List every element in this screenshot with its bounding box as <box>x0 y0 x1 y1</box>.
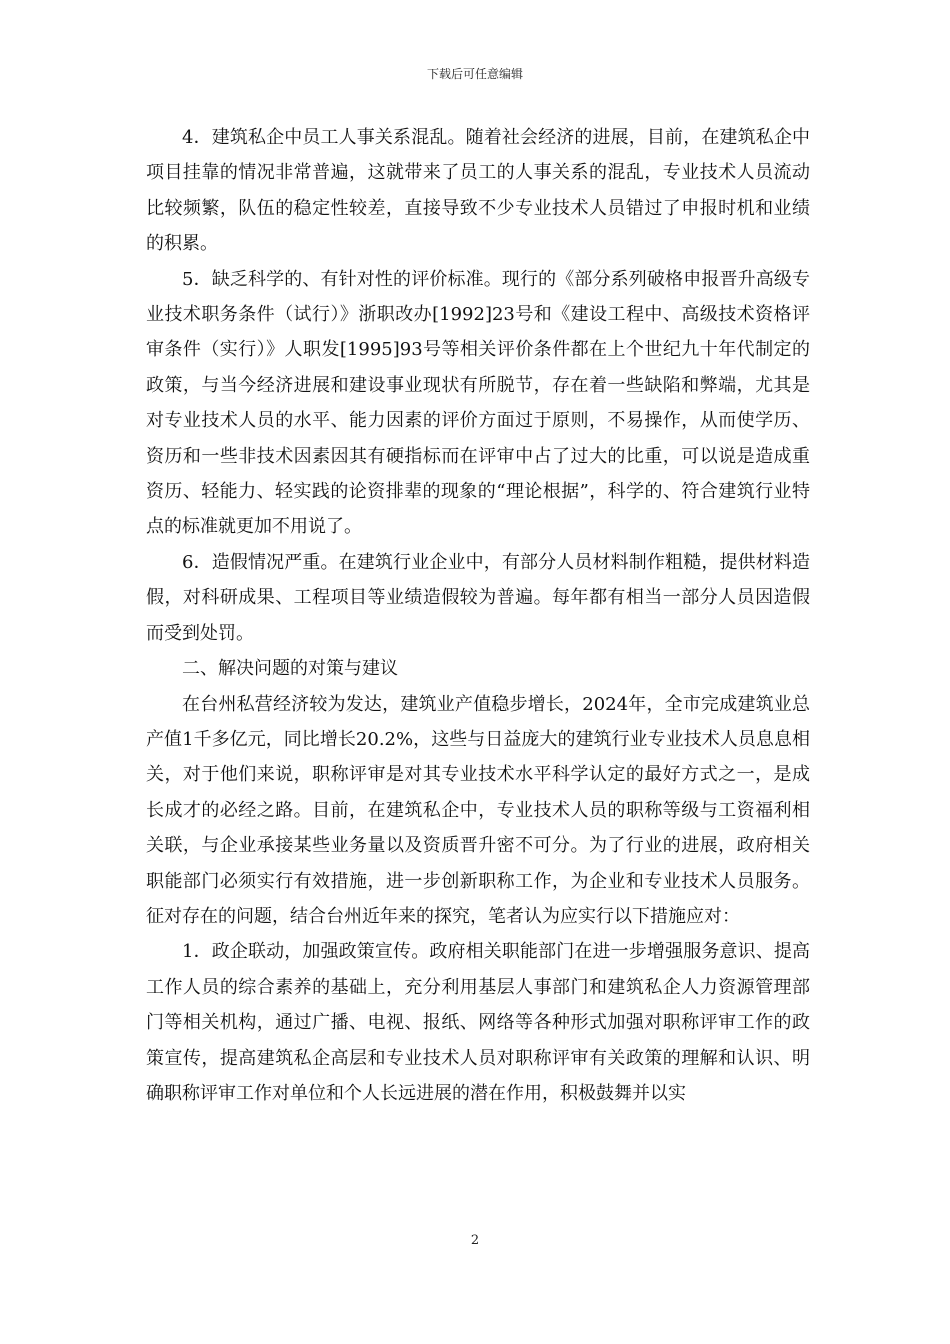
section-heading: 二、解决问题的对策与建议 <box>182 658 398 680</box>
paragraph-item-6: 6．造假情况严重。在建筑行业企业中，有部分人员材料制作粗糙，提供材料造假，对科研成果、工程项目等业绩造假较为普遍。每年都有相当一部分人员因造假而受到处罚。 <box>146 551 810 644</box>
document-body <box>146 120 810 1111</box>
paragraph-item-4: 4．建筑私企中员工人事关系混乱。随着社会经济的进展，目前，在建筑私企中项目挂靠的情况非常普遍，这就带来了员工的人事关系的混乱，专业技术人员流动比较频繁，队伍的稳定性较差，直接导致不少专业技术人员错过了申报时机和业绩的积累。 <box>146 127 810 255</box>
page-number: 2 <box>470 1233 480 1248</box>
paragraph-measure-1: 1．政企联动，加强政策宣传。政府相关职能部门在进一步增强服务意识、提高工作人员的综合素养的基础上，充分利用基层人事部门和建筑私企人力资源管理部门等相关机构，通过广播、电视、报纸、网络等各种形式加强对职称评审工作的政策宣传，提高建筑私企高层和专业技术人员对职称评审有关政策的理解和认识、明确职称评审工作对单位和个人长远进展的潜在作用，积极鼓舞并以实 <box>146 941 810 1104</box>
paragraph-intro: 在台州私营经济较为发达，建筑业产值稳步增长，2024年，全市完成建筑业总产值1千多亿元，同比增长20.2%，这些与日益庞大的建筑行业专业技术人员息息相关，对于他们来说，职称评审是对其专业技术水平科学认定的最好方式之一，是成长成才的必经之路。目前，在建筑私企中，专业技术人员的职称等级与工资福利相关联，与企业承接某些业务量以及资质晋升密不可分。为了行业的进展，政府相关职能部门必须实行有效措施，进一步创新职称工作，为企业和专业技术人员服务。征对存在的问题，结合台州近年来的探究，笔者认为应实行以下措施应对： <box>146 693 810 927</box>
paragraph-item-5: 5．缺乏科学的、有针对性的评价标准。现行的《部分系列破格申报晋升高级专业技术职务条件（试行）》浙职改办[1992]23号和《建设工程中、高级技术资格评审条件（实行）》人职发[1995]93号等相关评价条件都在上个世纪九十年代制定的政策，与当今经济进展和建设事业现状有所脱节，存在着一些缺陷和弊端，尤其是对专业技术人员的水平、能力因素的评价方面过于原则，不易操作，从而使学历、资历和一些非技术因素因其有硬指标而在评审中占了过大的比重，可以说是造成重资历、轻能力、轻实践的论资排辈的现象的“理论根据”，科学的、符合建筑行业特点的标准就更加不用说了。 <box>146 268 810 538</box>
page-header: 下载后可任意编辑 <box>426 67 523 81</box>
